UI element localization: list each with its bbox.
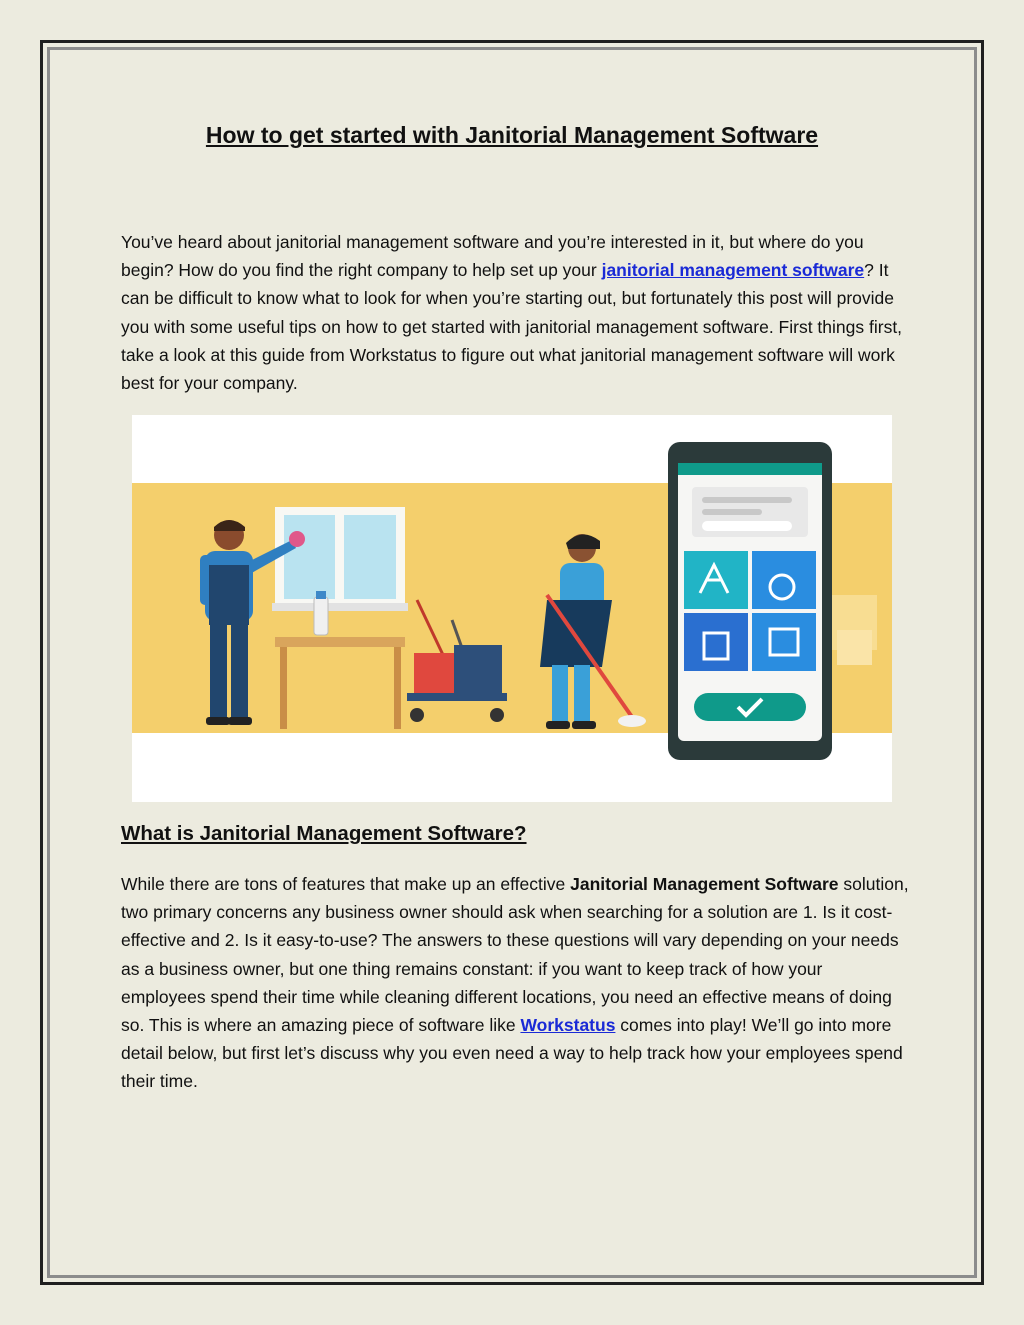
section-paragraph (121, 870, 911, 1096)
workstatus-link[interactable]: Workstatus (520, 1015, 616, 1036)
window-cleaning-icon (752, 613, 816, 671)
section-text-3: comes into play! We’ll go into more detail below, but first let’s discuss why you even need a way to help track how your employees spend their time. (121, 1015, 903, 1092)
phone-app-graphic (668, 442, 832, 760)
page-title: How to get started with Janitorial Management Software (205, 122, 819, 148)
intro-text-1: You’ve heard about janitorial management software and you’re interested in it, but where do you begin? How do you find the right company to help set up your (121, 232, 864, 281)
janitorial-software-link[interactable]: janitorial management software (601, 260, 865, 281)
section-text-1: While there are tons of features that make up an effective (121, 874, 571, 894)
section-heading: What is Janitorial Management Software? (121, 822, 527, 845)
bucket-mop-icon (684, 613, 748, 671)
window-graphic (272, 507, 408, 611)
intro-paragraph (121, 228, 911, 397)
section-bold-term: Janitorial Management Software (570, 874, 839, 894)
janitorial-illustration (132, 415, 892, 802)
section-text-2: solution, two primary concerns any business owner should ask when searching for a solution are 1. Is it cost-effective and 2. Is it easy-to-use? The answers to these questions will vary depending on your needs as a business owner, but one thing remains constant: if you want to keep track of how your employees spend their time while cleaning different locations, you need an effective means of doing so. This is where an amazing piece of software like (121, 874, 909, 1036)
intro-text-2: ? It can be difficult to know what to look for when you’re starting out, but fortunately this post will provide you with some useful tips on how to get started with janitorial management software. First things first, take a look at this guide from Workstatus to figure out what janitorial management software will work best for your company. (121, 260, 903, 394)
